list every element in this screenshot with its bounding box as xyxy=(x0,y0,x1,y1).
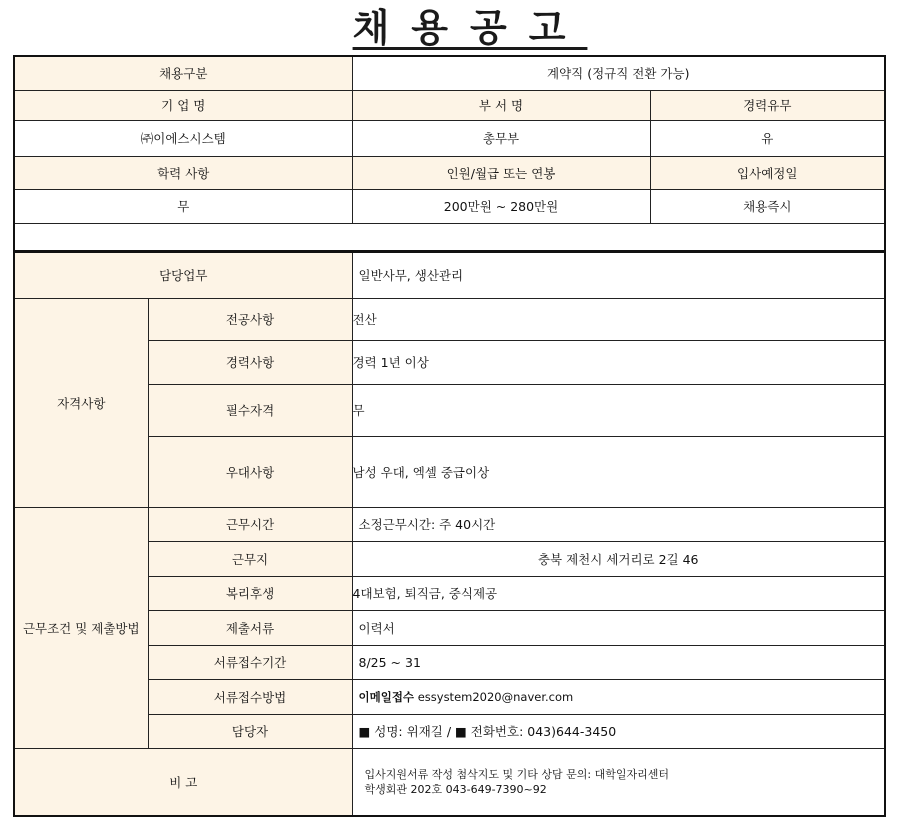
contact-label: 담당자 xyxy=(148,714,352,748)
location-label: 근무지 xyxy=(148,541,352,576)
method-label: 서류접수방법 xyxy=(148,679,352,714)
salary-label: 인원/월급 또는 연봉 xyxy=(352,156,650,189)
duty-value: 일반사무, 생산관리 xyxy=(352,252,885,298)
contact-value: ■ 성명: 위재길 / ■ 전화번호: 043)644-3450 xyxy=(352,714,885,748)
spacer-row xyxy=(14,223,885,251)
welfare-value: 4대보험, 퇴직금, 중식제공 xyxy=(352,576,885,610)
career-value: 경력 1년 이상 xyxy=(352,340,885,384)
qualification-group-label: 자격사항 xyxy=(14,298,148,507)
note-value xyxy=(352,748,885,816)
education-label: 학력 사항 xyxy=(14,156,352,189)
preferred-label: 우대사항 xyxy=(148,436,352,507)
docs-label: 제출서류 xyxy=(148,610,352,645)
page-title-text: 채용공고 xyxy=(352,6,588,50)
start-value: 채용즉시 xyxy=(650,189,885,223)
conditions-group-label: 근무조건 및 제출방법 xyxy=(14,507,148,748)
docs-value: 이력서 xyxy=(352,610,885,645)
note-line-2: 학생회관 202호 043-649-7390~92 xyxy=(364,782,547,796)
required-label: 필수자격 xyxy=(148,384,352,436)
preferred-value: 남성 우대, 엑셀 중급이상 xyxy=(352,436,885,507)
page-title xyxy=(0,4,918,52)
type-label: 채용구분 xyxy=(14,56,352,90)
start-label: 입사예정일 xyxy=(650,156,885,189)
location-value: 충북 제천시 세거리로 2길 46 xyxy=(352,541,885,576)
dept-label: 부 서 명 xyxy=(352,90,650,120)
major-value: 전산 xyxy=(352,298,885,340)
duty-label: 담당업무 xyxy=(14,252,352,298)
major-label: 전공사항 xyxy=(148,298,352,340)
summary-table xyxy=(13,55,886,252)
dept-value: 총무부 xyxy=(352,120,650,156)
hours-label: 근무시간 xyxy=(148,507,352,541)
method-cell xyxy=(352,679,885,714)
method-prefix: 이메일접수 xyxy=(358,689,415,704)
experience-value: 유 xyxy=(650,120,885,156)
education-value: 무 xyxy=(14,189,352,223)
details-table xyxy=(13,251,886,817)
experience-label: 경력유무 xyxy=(650,90,885,120)
hours-value: 소정근무시간: 주 40시간 xyxy=(352,507,885,541)
company-value: ㈜이에스시스템 xyxy=(14,120,352,156)
note-label: 비 고 xyxy=(14,748,352,816)
period-value: 8/25 ~ 31 xyxy=(352,645,885,679)
welfare-label: 복리후생 xyxy=(148,576,352,610)
period-label: 서류접수기간 xyxy=(148,645,352,679)
method-email: essystem2020@naver.com xyxy=(417,689,574,704)
company-label: 기 업 명 xyxy=(14,90,352,120)
note-line-1: 입사지원서류 작성 첨삭지도 및 기타 상담 문의: 대학일자리센터 xyxy=(364,767,669,781)
salary-value: 200만원 ~ 280만원 xyxy=(352,189,650,223)
type-value: 계약직 (정규직 전환 가능) xyxy=(352,56,885,90)
career-label: 경력사항 xyxy=(148,340,352,384)
required-value: 무 xyxy=(352,384,885,436)
